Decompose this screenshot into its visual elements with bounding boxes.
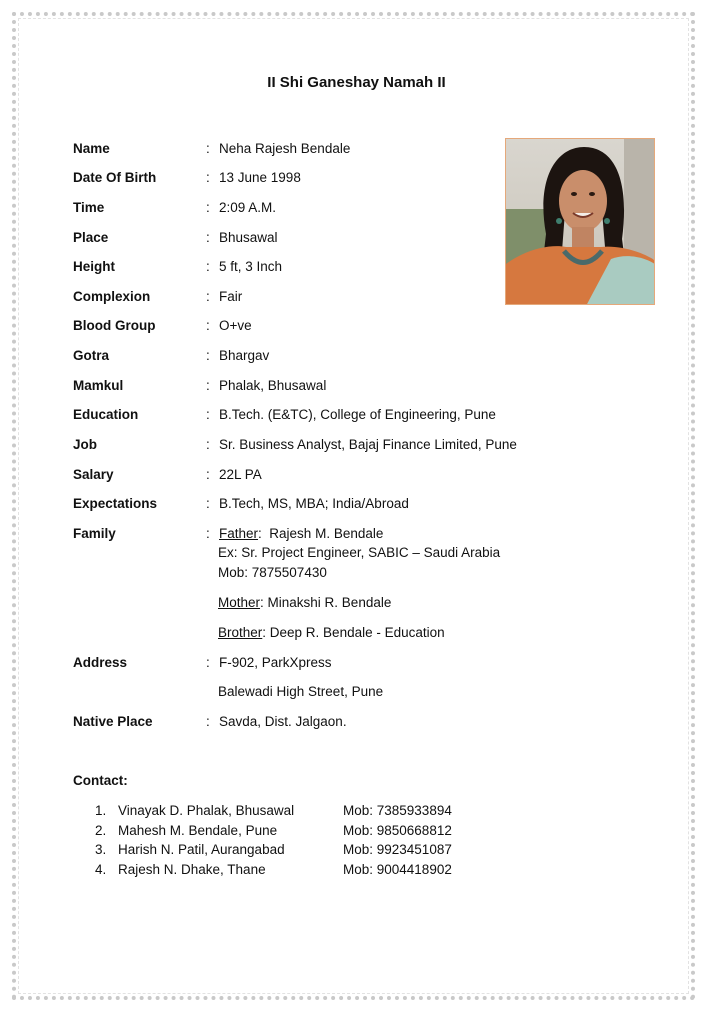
profile-photo xyxy=(505,138,655,305)
mother-line xyxy=(218,595,391,610)
colon: : xyxy=(206,378,210,393)
colon: : xyxy=(206,141,210,156)
detail-label: Expectations xyxy=(73,496,158,511)
detail-label: Salary xyxy=(73,467,114,482)
detail-value: Bhargav xyxy=(219,348,270,363)
contact-mobile: Mob: 7385933894 xyxy=(343,803,452,818)
contact-number: 2. xyxy=(95,823,107,838)
contact-name: Harish N. Patil, Aurangabad xyxy=(118,842,285,857)
contact-mobile: Mob: 9923451087 xyxy=(343,842,452,857)
native-value: Savda, Dist. Jalgaon. xyxy=(219,714,347,729)
father-line: Father: Rajesh M. Bendale xyxy=(219,526,384,541)
detail-label: Blood Group xyxy=(73,318,156,333)
colon: : xyxy=(206,200,210,215)
contact-heading: Contact: xyxy=(73,773,128,788)
contact-name: Vinayak D. Phalak, Bhusawal xyxy=(118,803,295,818)
detail-value: Fair xyxy=(219,289,243,304)
colon: : xyxy=(206,526,210,541)
detail-value: O+ve xyxy=(219,318,252,333)
contact-name: Rajesh N. Dhake, Thane xyxy=(118,862,266,877)
detail-label: Education xyxy=(73,407,139,422)
contact-number: 4. xyxy=(95,862,107,877)
detail-value: 5 ft, 3 Inch xyxy=(219,259,283,274)
address-label: Address xyxy=(73,655,128,670)
contact-name: Mahesh M. Bendale, Pune xyxy=(118,823,278,838)
colon: : xyxy=(206,467,210,482)
colon: : xyxy=(206,259,210,274)
colon: : xyxy=(206,289,210,304)
mother-value: : Minakshi R. Bendale xyxy=(260,595,392,610)
page-title: II Shi Ganeshay Namah II xyxy=(267,74,446,91)
colon: : xyxy=(206,437,210,452)
detail-value: B.Tech. (E&TC), College of Engineering, Pune xyxy=(219,407,496,422)
detail-label: Gotra xyxy=(73,348,110,363)
detail-value: Neha Rajesh Bendale xyxy=(219,141,351,156)
colon: : xyxy=(206,230,210,245)
family-label: Family xyxy=(73,526,116,541)
address-line2: Balewadi High Street, Pune xyxy=(218,684,384,699)
detail-label: Complexion xyxy=(73,289,151,304)
contact-number: 3. xyxy=(95,842,107,857)
colon: : xyxy=(206,655,210,670)
portrait-image xyxy=(506,139,655,305)
colon: : xyxy=(206,714,210,729)
detail-label: Job xyxy=(73,437,98,452)
colon: : xyxy=(206,496,210,511)
contact-number: 1. xyxy=(95,803,107,818)
detail-label: Date Of Birth xyxy=(73,170,157,185)
detail-label: Mamkul xyxy=(73,378,124,393)
mother-label: Mother xyxy=(218,595,261,610)
father-label: Father xyxy=(219,526,259,541)
detail-value: 2:09 A.M. xyxy=(219,200,277,215)
colon: : xyxy=(206,348,210,363)
detail-value: Phalak, Bhusawal xyxy=(219,378,327,393)
detail-value: Bhusawal xyxy=(219,230,278,245)
detail-label: Time xyxy=(73,200,105,215)
detail-value: B.Tech, MS, MBA; India/Abroad xyxy=(219,496,409,511)
address-line1: F-902, ParkXpress xyxy=(219,655,332,670)
contact-mobile: Mob: 9004418902 xyxy=(343,862,452,877)
father-value: Rajesh M. Bendale xyxy=(269,526,384,541)
detail-label: Place xyxy=(73,230,109,245)
detail-label: Name xyxy=(73,141,110,156)
detail-label: Height xyxy=(73,259,115,274)
colon: : xyxy=(206,318,210,333)
brother-line xyxy=(218,625,445,640)
contact-mobile: Mob: 9850668812 xyxy=(343,823,452,838)
father-mobile: Mob: 7875507430 xyxy=(218,565,327,580)
brother-value: : Deep R. Bendale - Education xyxy=(262,625,445,640)
father-occupation: Ex: Sr. Project Engineer, SABIC – Saudi Arabia xyxy=(218,545,501,560)
native-label: Native Place xyxy=(73,714,153,729)
detail-value: Sr. Business Analyst, Bajaj Finance Limited, Pune xyxy=(219,437,517,452)
brother-label: Brother xyxy=(218,625,263,640)
detail-value: 22L PA xyxy=(219,467,262,482)
colon: : xyxy=(206,170,210,185)
colon: : xyxy=(206,407,210,422)
detail-value: 13 June 1998 xyxy=(219,170,301,185)
